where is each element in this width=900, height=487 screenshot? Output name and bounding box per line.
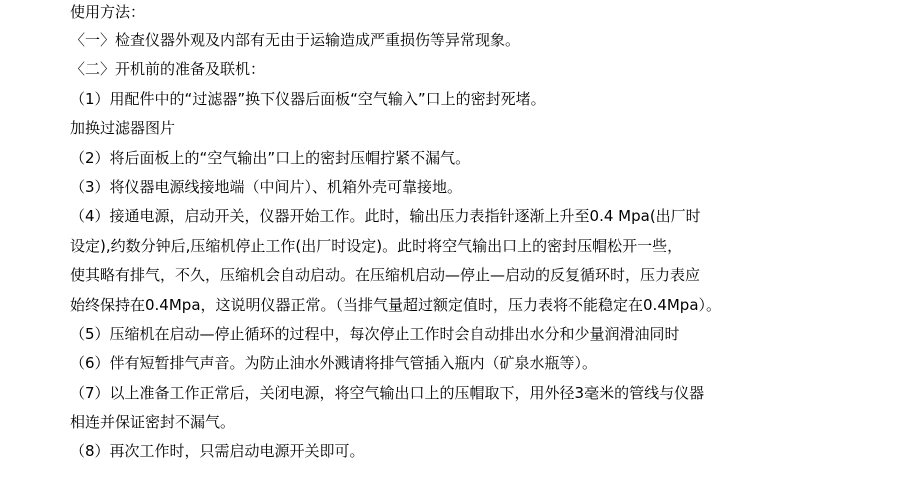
instruction-document <box>70 0 890 467</box>
filter-image-note: 加换过滤器图片 <box>70 119 176 138</box>
item-2-output-cap: （2）将后面板上的“空气输出”口上的密封压帽拧紧不漏气。 <box>70 148 471 167</box>
item-4-continued-2: 使其略有排气，不久，压缩机会自动启动。在压缩机启动—停止—启动的反复循环时，压力表应 <box>70 266 701 285</box>
item-5-cycle: （5）压缩机在启动—停止循环的过程中，每次停止工作时会自动排出水分和少量润滑油同时 <box>70 324 680 343</box>
item-8-restart: （8）再次工作时，只需启动电源开关即可。 <box>70 442 365 461</box>
item-4-continued-1: 设定),约数分钟后,压缩机停止工作(出厂时设定)。此时将空气输出口上的密封压帽松开一些， <box>70 236 683 255</box>
item-3-grounding: （3）将仪器电源线接地端（中间片）、机箱外壳可靠接地。 <box>70 177 463 196</box>
item-4-continued-3: 始终保持在0.4Mpa，这说明仪器正常。（当排气量超过额定值时，压力表将不能稳定在0.4Mpa）。 <box>70 295 722 314</box>
item-4-power-on: （4）接通电源，启动开关，仪器开始工作。此时，输出压力表指针逐渐上升至0.4 Mpa(出厂时 <box>70 207 701 226</box>
item-1-filter: （1）用配件中的“过滤器”换下仪器后面板“空气输入”口上的密封死堵。 <box>70 89 546 108</box>
step-two-heading: 〈二〉开机前的准备及联机： <box>70 60 266 79</box>
item-7-connect: （7）以上准备工作正常后，关闭电源，将空气输出口上的压帽取下，用外径3毫米的管线与仪器 <box>70 383 705 402</box>
item-6-exhaust: （6）伴有短暂排气声音。为防止油水外溅请将排气管插入瓶内（矿泉水瓶等）。 <box>70 354 598 373</box>
step-one-inspect: 〈一〉检查仪器外观及内部有无由于运输造成严重损伤等异常现象。 <box>70 31 521 49</box>
section-heading-usage: 使用方法： <box>70 3 146 21</box>
item-7-continued: 相连并保证密封不漏气。 <box>70 413 236 432</box>
